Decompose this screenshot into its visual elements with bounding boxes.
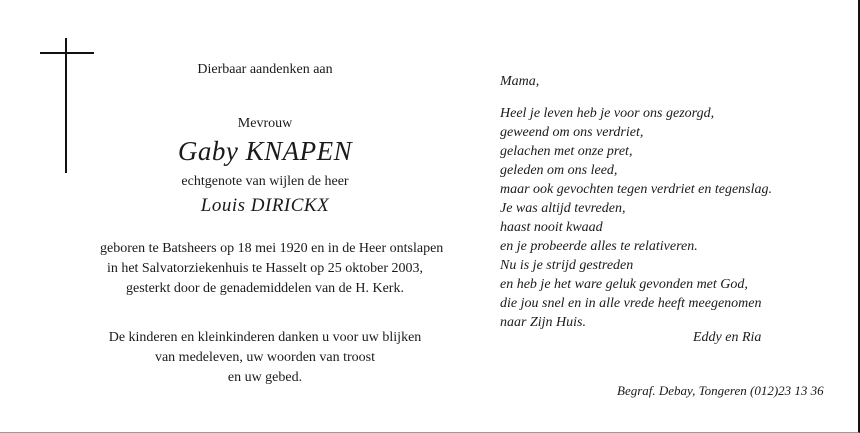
- poem-line: Je was altijd tevreden,: [500, 201, 626, 216]
- honorific-text: Mevrouw: [237, 116, 293, 131]
- poem-line: haast nooit kwaad: [500, 220, 603, 235]
- intro-text: Dierbaar aandenken aan: [197, 62, 333, 77]
- poem-line: naar Zijn Huis.: [500, 315, 586, 330]
- signature: Eddy en Ria: [693, 330, 762, 345]
- poem-line: geweend om ons verdriet,: [500, 125, 644, 140]
- poem-line: maar ook gevochten tegen verdriet en tegenslag.: [500, 182, 773, 197]
- cross-horizontal-bar: [40, 52, 94, 54]
- cross-vertical-bar: [65, 38, 67, 173]
- poem-line: die jou snel en in alle vrede heeft meegenomen: [500, 296, 762, 311]
- poem-line: geleden om ons leed,: [500, 163, 618, 178]
- poem-line: Heel je leven heb je voor ons gezorgd,: [500, 106, 715, 121]
- undertaker-info: Begraf. Debay, Tongeren (012)23 13 36: [617, 383, 824, 398]
- bio-line: gesterkt door de genademiddelen van de H. Kerk.: [126, 281, 404, 296]
- deceased-name: Gaby KNAPEN: [177, 136, 353, 166]
- poem-line: en heb je het ware geluk gevonden met God,: [500, 277, 748, 292]
- spouse-name: Louis DIRICKX: [200, 195, 330, 216]
- bio-line: in het Salvatorziekenhuis te Hasselt op 25 oktober 2003,: [106, 261, 424, 276]
- poem-greeting: Mama,: [500, 74, 540, 89]
- bio-line: geboren te Batsheers op 18 mei 1920 en in de Heer ontslapen: [100, 241, 444, 256]
- relation-text: echtgenote van wijlen de heer: [181, 174, 349, 189]
- poem-line: gelachen met onze pret,: [500, 144, 633, 159]
- poem-line: en je probeerde alles te relativeren.: [500, 239, 698, 254]
- poem-line: Nu is je strijd gestreden: [500, 258, 634, 273]
- thanks-line: De kinderen en kleinkinderen danken u voor uw blijken: [108, 330, 422, 345]
- thanks-line: van medeleven, uw woorden van troost: [154, 350, 376, 365]
- thanks-line: en uw gebed.: [227, 370, 303, 385]
